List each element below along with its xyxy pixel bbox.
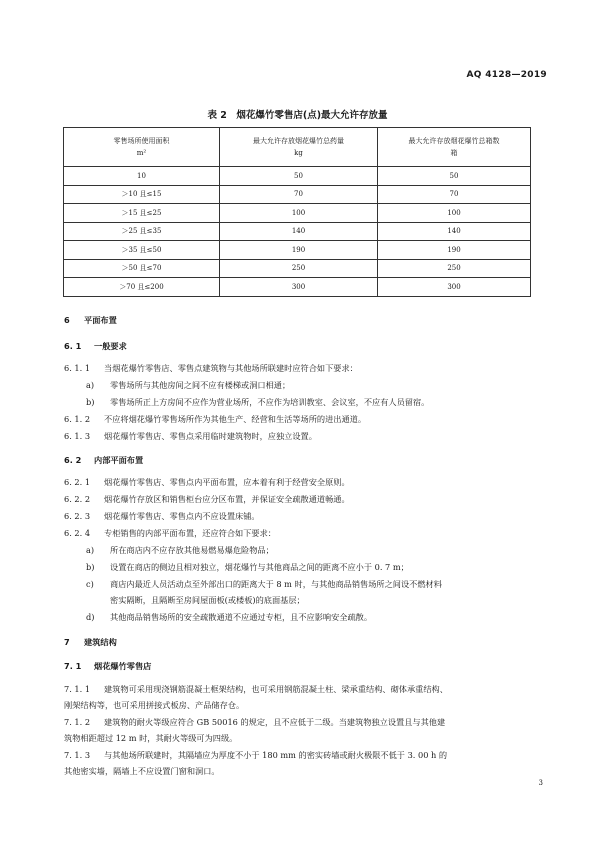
clause-6-2-3: 6. 2. 3 烟花爆竹零售店、零售点内不应设置床铺。	[64, 511, 260, 521]
clause-6-1-1-b: b) 零售场所正上方房间不应作为营业场所，不应作为培训教室、会议室，不应有人员留宿。	[86, 397, 430, 407]
cell-boxes: 250	[378, 259, 531, 278]
cell-boxes: 140	[378, 222, 531, 241]
storage-limit-table	[63, 127, 531, 297]
cell-area: ＞25 且≤35	[64, 222, 220, 241]
header-area: 零售场所使用面积 m²	[64, 128, 220, 167]
cell-charge: 70	[220, 185, 378, 204]
clause-7-1-3: 7. 1. 3 与其他场所联建时，其隔墙应为厚度不小于 180 mm 的密实砖墙或耐火极限不低于 3. 00 h 的	[64, 750, 448, 760]
clause-6-2-4: 6. 2. 4 专柜销售的内部平面布置，还应符合如下要求：	[64, 528, 276, 538]
header-max-boxes: 最大允许存放烟花爆竹总箱数 箱	[378, 128, 531, 167]
cell-area: ＞15 且≤25	[64, 204, 220, 223]
clause-7-1-1-cont: 刚架结构等，也可采用拼接式板房、产品储存仓。	[64, 700, 245, 710]
cell-area: ＞35 且≤50	[64, 241, 220, 260]
clause-6-2-4-b: b) 设置在商店的侧边且相对独立，烟花爆竹与其他商品之间的距离不应小于 0. 7 m；	[86, 562, 409, 572]
section-6-1-heading: 6. 1 一般要求	[64, 341, 127, 351]
table-row	[64, 204, 531, 223]
cell-area: ＞10 且≤15	[64, 185, 220, 204]
cell-charge: 140	[220, 222, 378, 241]
clause-7-1-1: 7. 1. 1 建筑物可采用现浇钢筋混凝土框架结构，也可采用钢筋混凝土柱、梁承重结构、砌体承重结构、	[64, 684, 448, 694]
cell-charge: 300	[220, 278, 378, 297]
clause-6-2-1: 6. 2. 1 烟花爆竹零售店、零售点内平面布置，应本着有利于经营安全原则。	[64, 477, 350, 487]
clause-7-1-2: 7. 1. 2 建筑物的耐火等级应符合 GB 50016 的规定，且不应低于二级。当建筑物独立设置且与其他建	[64, 717, 446, 727]
table-header-row	[64, 128, 531, 167]
clause-7-1-3-cont: 其他密实墙，隔墙上不应设置门窗和洞口。	[64, 766, 220, 776]
clause-6-2-4-c-cont: 密实隔断，且隔断至房间屋面板(或楼板)的底面基层；	[110, 595, 305, 605]
section-7-heading: 7 建筑结构	[64, 637, 117, 647]
table-title: 表 2 烟花爆竹零售店(点)最大允许存放量	[207, 110, 388, 121]
table-row	[64, 278, 531, 297]
table-row	[64, 259, 531, 278]
page-number: 3	[538, 779, 543, 787]
clause-6-1-2: 6. 1. 2 不应将烟花爆竹零售场所作为其他生产、经营和生活等场所的进出通道。	[64, 414, 367, 424]
cell-area: 10	[64, 167, 220, 186]
table-row	[64, 241, 531, 260]
clause-6-1-1-a: a) 零售场所与其他房间之间不应有楼梯或洞口相通；	[86, 380, 291, 390]
clause-6-1-3: 6. 1. 3 烟花爆竹零售店、零售点采用临时建筑物时，应独立设置。	[64, 431, 317, 441]
header-max-charge: 最大允许存放烟花爆竹总药量 kg	[220, 128, 378, 167]
cell-area: ＞50 且≤70	[64, 259, 220, 278]
section-7-1-heading: 7. 1 烟花爆竹零售店	[64, 661, 152, 671]
cell-charge: 250	[220, 259, 378, 278]
clause-6-2-4-a: a) 所在商店内不应存放其他易燃易爆危险物品；	[86, 545, 274, 555]
section-6-2-heading: 6. 2 内部平面布置	[64, 455, 144, 465]
cell-area: ＞70 且≤200	[64, 278, 220, 297]
cell-boxes: 70	[378, 185, 531, 204]
cell-boxes: 100	[378, 204, 531, 223]
clause-6-2-4-c: c) 商店内最近人员活动点至外部出口的距离大于 8 m 时，与其他商品销售场所之间设不燃材料	[86, 579, 442, 589]
cell-boxes: 50	[378, 167, 531, 186]
clause-6-2-2: 6. 2. 2 烟花爆竹存放区和销售柜台应分区布置，并保证安全疏散通道畅通。	[64, 494, 350, 504]
table-row	[64, 185, 531, 204]
table-row	[64, 222, 531, 241]
standard-code: AQ 4128—2019	[466, 70, 547, 80]
clause-7-1-2-cont: 筑物相距超过 12 m 时，其耐火等级可为四级。	[64, 733, 238, 743]
table-row	[64, 167, 531, 186]
clause-6-2-4-d: d) 其他商品销售场所的安全疏散通道不应通过专柜，且不应影响安全疏散。	[86, 612, 373, 622]
cell-charge: 50	[220, 167, 378, 186]
cell-boxes: 300	[378, 278, 531, 297]
clause-6-1-1: 6. 1. 1 当烟花爆竹零售店、零售点建筑物与其他场所联建时应符合如下要求：	[64, 363, 358, 373]
cell-boxes: 190	[378, 241, 531, 260]
cell-charge: 190	[220, 241, 378, 260]
cell-charge: 100	[220, 204, 378, 223]
section-6-heading: 6 平面布置	[64, 315, 117, 325]
